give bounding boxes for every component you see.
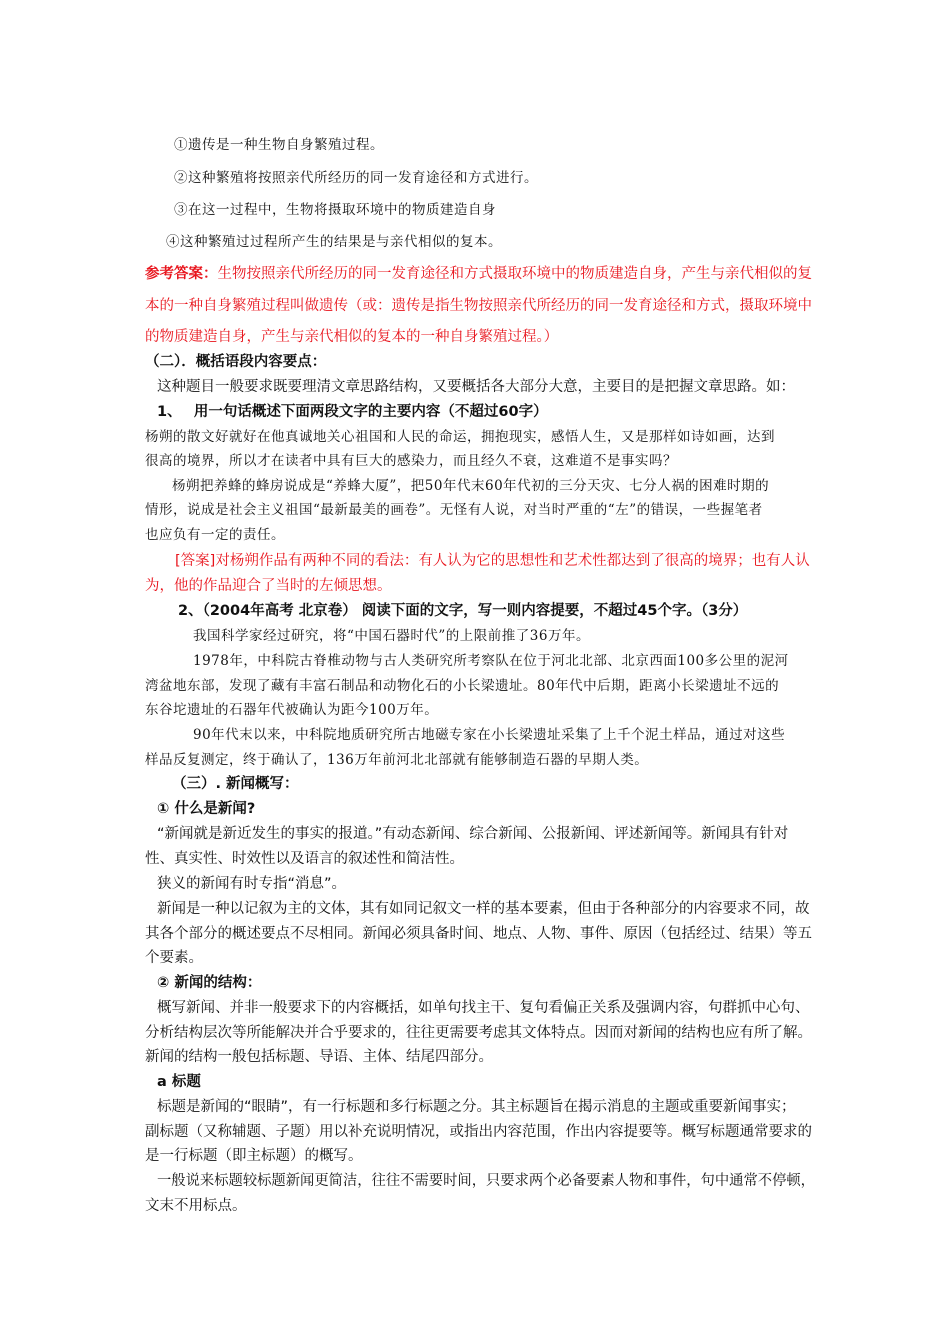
paragraph: 东谷坨遗址的石器年代被确认为距今100万年。 [145, 702, 439, 718]
paragraph: 新闻是一种以记叙为主的文体，其有如同记叙文一样的基本要素，但由于各种部分的内容要求不同，故 [157, 901, 810, 917]
paragraph: 也应负有一定的责任。 [145, 527, 285, 543]
paragraph: 1978年，中科院古脊椎动物与古人类研究所考察队在位于河北北部、北京西面100多公里的泥河 [193, 653, 789, 669]
answer-line: 本的一种自身繁殖过程叫做遗传（或：遗传是指生物按照亲代所经历的同一发育途径和方式，摄取环境中 [145, 298, 812, 314]
section-heading: （三）. 新闻概写： [172, 776, 299, 792]
list-item: ②这种繁殖将按照亲代所经历的同一发育途径和方式进行。 [174, 170, 538, 186]
paragraph: 个要素。 [145, 950, 203, 966]
paragraph: 这种题目一般要求既要理清文章思路结构，又要概括各大部分大意，主要目的是把握文章思路。如： [157, 379, 795, 395]
question-heading: 1、 用一句话概述下面两段文字的主要内容（不超过60字） [157, 404, 548, 420]
list-item: ①遗传是一种生物自身繁殖过程。 [174, 137, 384, 153]
answer-text: 生物按照亲代所经历的同一发育途径和方式摄取环境中的物质建造自身，产生与亲代相似的复 [217, 266, 812, 282]
paragraph: 样品反复测定，终于确认了，136万年前河北北部就有能够制造石器的早期人类。 [145, 752, 649, 768]
paragraph: 其各个部分的概述要点不尽相同。新闻必须具备时间、地点、人物、事件、原因（包括经过、结果）等五 [145, 926, 812, 942]
paragraph: 情形，说成是社会主义祖国“最新最美的画卷”。无怪有人说，对当时严重的“左”的错误，一些握笔者 [145, 502, 763, 518]
subsection-heading: ② 新闻的结构： [157, 975, 262, 991]
paragraph: 90年代末以来，中科院地质研究所古地磁专家在小长梁遗址采集了上千个泥土样品，通过对这些 [193, 727, 786, 743]
paragraph: 湾盆地东部，发现了藏有丰富石制品和动物化石的小长梁遗址。80年代中后期，距离小长梁遗址不远的 [145, 678, 780, 694]
paragraph: “新闻就是新近发生的事实的报道。”有动态新闻、综合新闻、公报新闻、评述新闻等。新闻具有针对 [157, 826, 789, 842]
subsection-heading: ① 什么是新闻? [157, 801, 256, 817]
answer-line [145, 264, 812, 284]
paragraph: 标题是新闻的“眼睛”，有一行标题和多行标题之分。其主标题旨在揭示消息的主题或重要新闻事实； [157, 1099, 796, 1115]
paragraph: 性、真实性、时效性以及语言的叙述性和简洁性。 [145, 851, 464, 867]
paragraph: 副标题（又称辅题、子题）用以补充说明情况，或指出内容范围，作出内容提要等。概写标题通常要求的 [145, 1124, 812, 1140]
list-item: ③在这一过程中，生物将摄取环境中的物质建造自身 [174, 202, 496, 218]
paragraph: 一般说来标题较标题新闻更简洁，往往不需要时间，只要求两个必备要素人物和事件，句中通常不停顿， [157, 1173, 815, 1189]
paragraph: 文末不用标点。 [145, 1198, 247, 1214]
paragraph: 分析结构层次等所能解决并合乎要求的，往往更需要考虑其文体特点。因而对新闻的结构也应有所了解。 [145, 1025, 812, 1041]
subsection-heading: a 标题 [157, 1074, 201, 1090]
list-item: ④这种繁殖过过程所产生的结果是与亲代相似的复本。 [166, 234, 502, 250]
paragraph: 狭义的新闻有时专指“消息”。 [157, 876, 347, 892]
answer-line: 为，他的作品迎合了当时的左倾思想。 [145, 578, 392, 594]
paragraph: 杨朔把养蜂的蜂房说成是“养蜂大厦”，把50年代末60年代初的三分天灾、七分人祸的困难时期的 [172, 478, 770, 494]
answer-line: [答案]对杨朔作品有两种不同的看法：有人认为它的思想性和艺术性都达到了很高的境界；也有人认 [175, 553, 810, 569]
paragraph: 杨朔的散文好就好在他真诚地关心祖国和人民的命运，拥抱现实，感悟人生，又是那样如诗如画，达到 [145, 429, 775, 445]
answer-line: 的物质建造自身，产生与亲代相似的复本的一种自身繁殖过程。） [145, 329, 559, 345]
paragraph: 概写新闻、并非一般要求下的内容概括，如单句找主干、复句看偏正关系及强调内容，句群抓中心句、 [157, 1000, 810, 1016]
paragraph: 新闻的结构一般包括标题、导语、主体、结尾四部分。 [145, 1049, 493, 1065]
paragraph: 我国科学家经过研究，将“中国石器时代”的上限前推了36万年。 [193, 628, 590, 644]
section-heading: （二）．概括语段内容要点： [145, 354, 327, 370]
paragraph: 是一行标题（即主标题）的概写。 [145, 1148, 363, 1164]
paragraph: 很高的境界，所以才在读者中具有巨大的感染力，而且经久不衰，这难道不是事实吗？ [145, 453, 677, 469]
question-heading: 2、（2004年高考 北京卷） 阅读下面的文字，写一则内容提要，不超过45个字。（3分） [178, 603, 748, 619]
answer-label: 参考答案： [145, 266, 218, 282]
